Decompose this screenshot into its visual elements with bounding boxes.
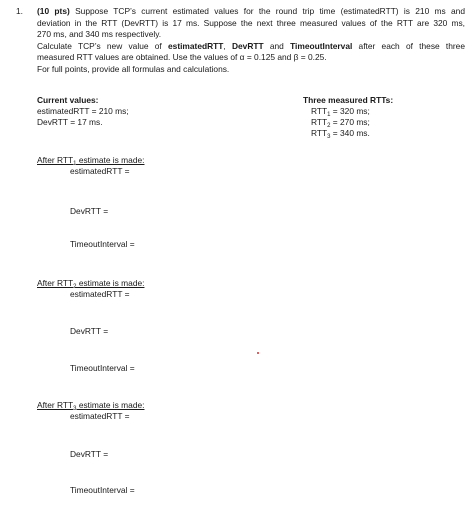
section-3-heading-rest: estimate is made: <box>76 400 145 410</box>
section-1-estimatedrtt: estimatedRTT = <box>70 166 130 176</box>
section-1-timeoutinterval: TimeoutInterval = <box>70 239 135 249</box>
term-estimatedrtt: estimatedRTT <box>168 40 224 51</box>
measured-rtt-2 <box>311 117 370 129</box>
question-line-5: measured RTT values are obtained. Use the values of α = 0.125 and β = 0.25. <box>37 52 327 62</box>
question-points: (10 pts) <box>37 6 70 16</box>
rtt-1-subscript: 1 <box>327 112 331 118</box>
section-1-heading <box>37 155 144 167</box>
section-3-estimatedrtt: estimatedRTT = <box>70 411 130 421</box>
section-2-heading-rest: estimate is made: <box>76 278 145 288</box>
question-line-6: For full points, provide all formulas and calculations. <box>37 63 230 74</box>
rtt-2-subscript: 2 <box>327 123 331 129</box>
current-values-heading: Current values: <box>37 95 99 105</box>
section-3-timeoutinterval: TimeoutInterval = <box>70 485 135 495</box>
section-3-heading-text: After RTT <box>37 400 74 410</box>
term-devrtt: DevRTT <box>231 40 264 51</box>
section-3-heading-subscript: 3 <box>73 406 77 412</box>
question-line-3: 270 ms, and 340 ms respectively. <box>37 29 162 39</box>
measured-rtt-3 <box>311 128 370 140</box>
term-timeoutinterval: TimeoutInterval <box>290 40 353 51</box>
question-line-1-rest: Suppose TCP’s current estimated values for the round trip time (estimatedRTT) is 210 ms and <box>69 6 465 16</box>
measured-rtts-heading: Three measured RTTs: <box>303 95 394 105</box>
section-2-timeoutinterval: TimeoutInterval = <box>70 363 135 373</box>
rtt-2-label: RTT <box>311 117 328 127</box>
question-line-4-end: after each of these three <box>352 40 466 51</box>
question-text <box>37 6 465 75</box>
section-2-heading-subscript: 2 <box>73 284 77 290</box>
section-2-heading <box>37 278 144 290</box>
section-1-devrtt: DevRTT = <box>70 206 109 216</box>
rtt-2-value: = 270 ms; <box>330 117 370 127</box>
section-1-heading-text: After RTT <box>37 155 74 165</box>
section-3-heading <box>37 400 144 412</box>
rtt-1-label: RTT <box>311 106 328 116</box>
question-number: 1. <box>16 6 23 16</box>
question-line-2: deviation in the RTT (DevRTT) is 17 ms. Suppose the next three measured values of the RTT are 320 ms, <box>37 17 465 28</box>
section-1-heading-subscript: 1 <box>73 161 77 167</box>
section-2-heading-text: After RTT <box>37 278 74 288</box>
rtt-3-label: RTT <box>311 128 328 138</box>
question-line-4 <box>37 41 465 53</box>
current-devrtt: DevRTT = 17 ms. <box>37 117 103 127</box>
red-dot-mark <box>257 352 259 354</box>
question-line-4-sep-1: , <box>223 40 232 51</box>
section-2-devrtt: DevRTT = <box>70 326 109 336</box>
question-line-4-sep-2: and <box>263 40 291 51</box>
measured-rtt-1 <box>311 106 370 118</box>
section-3-devrtt: DevRTT = <box>70 449 109 459</box>
rtt-1-value: = 320 ms; <box>330 106 370 116</box>
section-1-heading-rest: estimate is made: <box>76 155 145 165</box>
current-estimatedrtt: estimatedRTT = 210 ms; <box>37 106 129 116</box>
rtt-3-subscript: 3 <box>327 134 331 140</box>
section-2-estimatedrtt: estimatedRTT = <box>70 289 130 299</box>
question-line-4-text: Calculate TCP’s new value of <box>37 40 168 51</box>
rtt-3-value: = 340 ms. <box>330 128 370 138</box>
question-line-1 <box>37 6 465 18</box>
